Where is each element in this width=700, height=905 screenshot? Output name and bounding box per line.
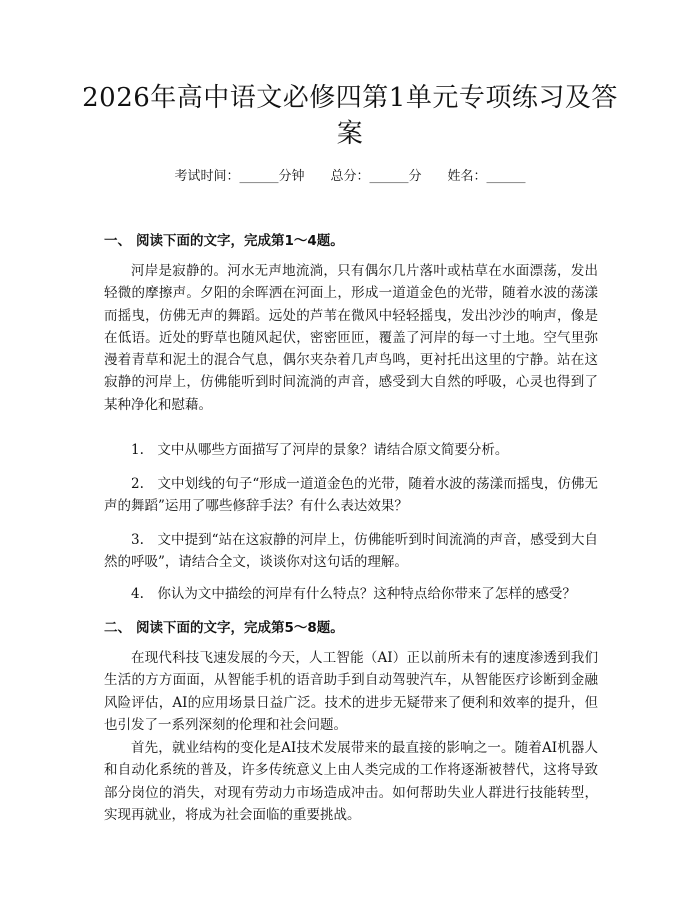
exam-time-unit: 分钟 (278, 169, 305, 184)
page-title: 2026年高中语文必修四第1单元专项练习及答案 (82, 83, 618, 149)
section-1-number: 一、 (104, 233, 131, 249)
question-4: 4. 你认为文中描绘的河岸有什么特点？这种特点给你带来了怎样的感受？ (131, 586, 576, 602)
section-2-number: 二、 (104, 620, 131, 636)
section-1-passage: 河岸是寂静的。河水无声地流淌，只有偶尔几片落叶或枯草在水面漂荡，发出轻微的摩擦声。夕阳的余晖洒在河面上，形成一道道金色的光带，随着水波的荡漾而摇曳，仿佛无声的舞蹈。远处的芦苇在微风中轻轻摇曳，发出沙沙的响声，像是在低语。近处的野草也随风起伏，密密匝匝，覆盖了河岸的每一寸土地。空气里弥漫着青草和泥土的混合气息，偶尔夹杂着几声鸟鸣，更衬托出这里的宁静。站在这寂静的河岸上，仿佛能听到时间流淌的声音，感受到大自然的呼吸，心灵也得到了某种净化和慰藉。 (104, 263, 598, 413)
name-blank: ______ (486, 169, 526, 184)
total-score-blank: ______ (369, 169, 409, 184)
question-2: 2. 文中划线的句子“形成一道道金色的光带，随着水波的荡漾而摇曳，仿佛无声的舞蹈”运用了哪些修辞手法？有什么表达效果？ (104, 476, 598, 515)
question-1: 1. 文中从哪些方面描写了河岸的景象？请结合原文简要分析。 (131, 442, 509, 458)
section-2-paragraph-1: 在现代科技飞速发展的今天，人工智能（AI）正以前所未有的速度渗透到我们生活的方方面面，从智能手机的语音助手到自动驾驶汽车，从智能医疗诊断到金融风险评估，AI的应用场景日益广泛。技术的进步无疑带来了便利和效率的提升，但也引发了一系列深刻的伦理和社会问题。 (104, 650, 598, 733)
section-1-heading (104, 230, 344, 252)
exam-info-line (0, 167, 700, 187)
exam-time-blank: ______ (239, 169, 279, 184)
section-2-heading-text: 阅读下面的文字，完成第5～8题。 (136, 620, 344, 636)
section-2-paragraph-2: 首先，就业结构的变化是AI技术发展带来的最直接的影响之一。随着AI机器人和自动化系统的普及，许多传统意义上由人类完成的工作将逐渐被替代，这将导致部分岗位的消失，对现有劳动力市场造成冲击。如何帮助失业人群进行技能转型，实现再就业，将成为社会面临的重要挑战。 (104, 740, 598, 823)
exam-time-label: 考试时间： (174, 169, 240, 184)
total-score-unit: 分 (408, 169, 422, 184)
question-3: 3. 文中提到“站在这寂静的河岸上，仿佛能听到时间流淌的声音，感受到大自然的呼吸”，请结合全文，谈谈你对这句话的理解。 (104, 532, 598, 571)
section-2-heading (104, 617, 344, 639)
name-label: 姓名： (447, 169, 487, 184)
total-score-label: 总分： (330, 169, 370, 184)
section-1-heading-text: 阅读下面的文字，完成第1～4题。 (136, 233, 344, 249)
